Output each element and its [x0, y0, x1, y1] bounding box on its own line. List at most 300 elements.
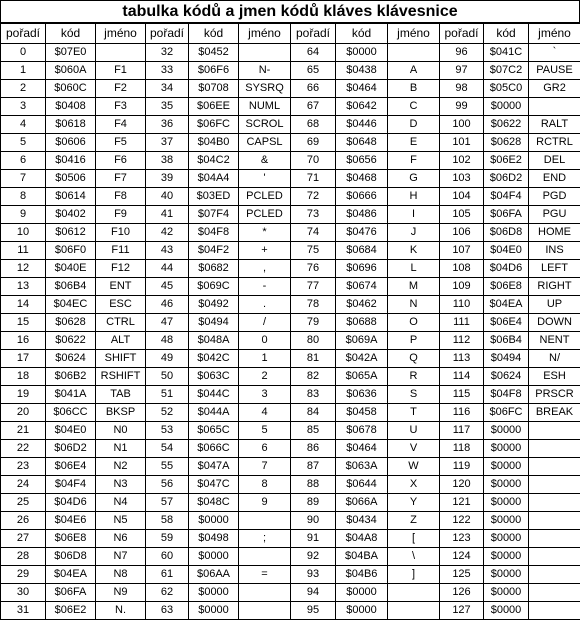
table-cell: $04D6: [46, 494, 96, 512]
header-cell: pořadí: [440, 24, 484, 44]
table-title: tabulka kódů a jmen kódů kláves klávesnice: [0, 0, 580, 23]
table-cell: 109: [440, 278, 484, 296]
table-row: [1, 566, 580, 584]
table-cell: 116: [440, 404, 484, 422]
table-cell: 71: [291, 170, 336, 188]
table-row: [1, 62, 580, 80]
table-cell: N6: [96, 530, 146, 548]
table-cell: 117: [440, 422, 484, 440]
table-cell: 42: [146, 224, 189, 242]
table-cell: $0000: [484, 98, 529, 116]
table-cell: $06CC: [46, 404, 96, 422]
table-cell: 43: [146, 242, 189, 260]
table-cell: $042A: [336, 350, 388, 368]
table-cell: N: [388, 296, 440, 314]
table-cell: $06B2: [46, 368, 96, 386]
table-cell: 108: [440, 260, 484, 278]
table-cell: $04F8: [484, 386, 529, 404]
table-cell: 98: [440, 80, 484, 98]
table-cell: $044A: [189, 404, 239, 422]
table-cell: DEL: [529, 152, 580, 170]
table-cell: $0464: [336, 440, 388, 458]
table-cell: F9: [96, 206, 146, 224]
table-cell: $04F8: [189, 224, 239, 242]
table-cell: CTRL: [96, 314, 146, 332]
header-cell: pořadí: [291, 24, 336, 44]
table-cell: $0628: [46, 314, 96, 332]
table-cell: $069C: [189, 278, 239, 296]
table-cell: 127: [440, 602, 484, 620]
table-cell: 34: [146, 80, 189, 98]
table-cell: ': [239, 170, 291, 188]
table-cell: $0000: [484, 440, 529, 458]
table-cell: $041A: [46, 386, 96, 404]
table-cell: $048A: [189, 332, 239, 350]
table-cell: $06FC: [189, 116, 239, 134]
table-cell: $0458: [336, 404, 388, 422]
table-cell: $0614: [46, 188, 96, 206]
table-cell: I: [388, 206, 440, 224]
table-cell: N0: [96, 422, 146, 440]
table-cell: F11: [96, 242, 146, 260]
table-cell: 77: [291, 278, 336, 296]
table-cell: 5: [239, 422, 291, 440]
table-cell: ALT: [96, 332, 146, 350]
table-cell: $0648: [336, 134, 388, 152]
table-cell: F2: [96, 80, 146, 98]
table-cell: $0438: [336, 62, 388, 80]
table-cell: 120: [440, 476, 484, 494]
table-cell: [529, 548, 580, 566]
table-cell: $0000: [484, 512, 529, 530]
table-row: [1, 476, 580, 494]
table-cell: [388, 602, 440, 620]
table-cell: 59: [146, 530, 189, 548]
table-cell: 56: [146, 476, 189, 494]
table-cell: PCLED: [239, 188, 291, 206]
header-cell: jméno: [529, 24, 580, 44]
table-cell: $06D2: [484, 170, 529, 188]
table-cell: 58: [146, 512, 189, 530]
table-cell: $0464: [336, 80, 388, 98]
table-cell: 15: [1, 314, 46, 332]
table-cell: 81: [291, 350, 336, 368]
table-cell: $069A: [336, 332, 388, 350]
table-cell: $06E4: [46, 458, 96, 476]
table-cell: BKSP: [96, 404, 146, 422]
table-cell: 80: [291, 332, 336, 350]
table-cell: 63: [146, 602, 189, 620]
table-cell: N3: [96, 476, 146, 494]
table-cell: 2: [239, 368, 291, 386]
table-cell: $07C2: [484, 62, 529, 80]
table-cell: $04BA: [336, 548, 388, 566]
table-cell: $06D2: [46, 440, 96, 458]
table-cell: $06E2: [484, 152, 529, 170]
table-cell: 95: [291, 602, 336, 620]
table-cell: 113: [440, 350, 484, 368]
table-cell: $066C: [189, 440, 239, 458]
table-cell: 20: [1, 404, 46, 422]
table-cell: $0000: [484, 548, 529, 566]
table-cell: 110: [440, 296, 484, 314]
table-cell: [239, 548, 291, 566]
table-cell: SCROL: [239, 116, 291, 134]
table-cell: $0000: [189, 548, 239, 566]
header-cell: jméno: [239, 24, 291, 44]
table-row: [1, 116, 580, 134]
table-cell: &: [239, 152, 291, 170]
table-cell: V: [388, 440, 440, 458]
table-cell: F10: [96, 224, 146, 242]
table-cell: P: [388, 332, 440, 350]
table-cell: 2: [1, 80, 46, 98]
table-cell: $04F2: [189, 242, 239, 260]
table-cell: 12: [1, 260, 46, 278]
table-cell: N-: [239, 62, 291, 80]
table-cell: 19: [1, 386, 46, 404]
table-cell: ESH: [529, 368, 580, 386]
table-cell: 88: [291, 476, 336, 494]
table-cell: 55: [146, 458, 189, 476]
table-row: [1, 188, 580, 206]
table-row: [1, 242, 580, 260]
table-row: [1, 278, 580, 296]
table-cell: 47: [146, 314, 189, 332]
table-cell: 111: [440, 314, 484, 332]
table-row: [1, 80, 580, 98]
table-cell: 10: [1, 224, 46, 242]
table-cell: 7: [1, 170, 46, 188]
table-cell: $06AA: [189, 566, 239, 584]
table-cell: $06E8: [484, 278, 529, 296]
table-cell: 83: [291, 386, 336, 404]
table-cell: PRSCR: [529, 386, 580, 404]
table-cell: 9: [1, 206, 46, 224]
table-cell: RSHIFT: [96, 368, 146, 386]
table-cell: *: [239, 224, 291, 242]
table-cell: $0618: [46, 116, 96, 134]
table-cell: 114: [440, 368, 484, 386]
table-cell: 5: [1, 134, 46, 152]
table-cell: $0000: [189, 512, 239, 530]
table-cell: [239, 512, 291, 530]
table-cell: $0678: [336, 422, 388, 440]
table-cell: 123: [440, 530, 484, 548]
table-cell: 112: [440, 332, 484, 350]
table-cell: F: [388, 152, 440, 170]
table-cell: $044C: [189, 386, 239, 404]
table-cell: $06FA: [46, 584, 96, 602]
table-cell: $0666: [336, 188, 388, 206]
table-cell: $0624: [46, 350, 96, 368]
table-cell: G: [388, 170, 440, 188]
table-cell: 35: [146, 98, 189, 116]
table-cell: 68: [291, 116, 336, 134]
table-cell: 6: [1, 152, 46, 170]
table-cell: $06E2: [46, 602, 96, 620]
table-cell: 82: [291, 368, 336, 386]
table-cell: PAUSE: [529, 62, 580, 80]
table-row: [1, 512, 580, 530]
table-cell: 23: [1, 458, 46, 476]
table-cell: 105: [440, 206, 484, 224]
table-cell: [239, 584, 291, 602]
header-cell: kód: [484, 24, 529, 44]
table-cell: $0624: [484, 368, 529, 386]
header-row: [1, 24, 580, 44]
table-cell: $0688: [336, 314, 388, 332]
table-cell: 4: [1, 116, 46, 134]
table-cell: 3: [1, 98, 46, 116]
table-cell: 66: [291, 80, 336, 98]
table-cell: D: [388, 116, 440, 134]
table-cell: $0696: [336, 260, 388, 278]
header-cell: pořadí: [1, 24, 46, 44]
table-cell: A: [388, 62, 440, 80]
table-cell: /: [239, 314, 291, 332]
table-cell: $047C: [189, 476, 239, 494]
table-cell: 60: [146, 548, 189, 566]
table-cell: 106: [440, 224, 484, 242]
table-cell: $0000: [336, 602, 388, 620]
table-row: [1, 494, 580, 512]
table-row: [1, 548, 580, 566]
table-cell: $06D8: [484, 224, 529, 242]
table-cell: Z: [388, 512, 440, 530]
table-cell: $0636: [336, 386, 388, 404]
table-row: [1, 134, 580, 152]
key-code-table: [0, 23, 580, 620]
table-cell: INS: [529, 242, 580, 260]
table-cell: 89: [291, 494, 336, 512]
table-cell: 3: [239, 386, 291, 404]
table-cell: K: [388, 242, 440, 260]
table-cell: X: [388, 476, 440, 494]
table-cell: [529, 584, 580, 602]
table-cell: 100: [440, 116, 484, 134]
table-cell: $06EE: [189, 98, 239, 116]
table-cell: $06F0: [46, 242, 96, 260]
table-cell: 119: [440, 458, 484, 476]
table-row: [1, 152, 580, 170]
table-cell: $06FC: [484, 404, 529, 422]
table-cell: N.: [96, 602, 146, 620]
table-cell: 87: [291, 458, 336, 476]
table-cell: $0506: [46, 170, 96, 188]
table-cell: 0: [239, 332, 291, 350]
table-row: [1, 224, 580, 242]
table-cell: $0446: [336, 116, 388, 134]
table-cell: $0642: [336, 98, 388, 116]
table-cell: N9: [96, 584, 146, 602]
table-cell: $0622: [46, 332, 96, 350]
table-cell: PGU: [529, 206, 580, 224]
table-row: [1, 314, 580, 332]
table-cell: ;: [239, 530, 291, 548]
header-cell: kód: [46, 24, 96, 44]
table-cell: $0000: [484, 530, 529, 548]
table-cell: $0452: [189, 44, 239, 62]
table-cell: RALT: [529, 116, 580, 134]
table-cell: O: [388, 314, 440, 332]
table-cell: 126: [440, 584, 484, 602]
table-cell: Q: [388, 350, 440, 368]
table-cell: $0000: [336, 584, 388, 602]
table-cell: $04D6: [484, 260, 529, 278]
table-row: [1, 332, 580, 350]
table-cell: $04EC: [46, 296, 96, 314]
table-cell: 86: [291, 440, 336, 458]
table-cell: .: [239, 296, 291, 314]
table-cell: 54: [146, 440, 189, 458]
table-cell: 28: [1, 548, 46, 566]
table-cell: 115: [440, 386, 484, 404]
table-cell: N5: [96, 512, 146, 530]
table-cell: $0000: [484, 458, 529, 476]
table-cell: LEFT: [529, 260, 580, 278]
table-cell: 57: [146, 494, 189, 512]
table-cell: F5: [96, 134, 146, 152]
header-cell: kód: [336, 24, 388, 44]
table-cell: [529, 422, 580, 440]
table-cell: N7: [96, 548, 146, 566]
table-cell: $0402: [46, 206, 96, 224]
table-cell: 50: [146, 368, 189, 386]
table-cell: $040E: [46, 260, 96, 278]
table-cell: 13: [1, 278, 46, 296]
table-cell: 4: [239, 404, 291, 422]
table-cell: $0494: [484, 350, 529, 368]
table-cell: $066A: [336, 494, 388, 512]
table-cell: 70: [291, 152, 336, 170]
table-cell: $04E0: [46, 422, 96, 440]
table-cell: $04E0: [484, 242, 529, 260]
table-cell: $0000: [484, 602, 529, 620]
table-cell: 93: [291, 566, 336, 584]
table-cell: $063A: [336, 458, 388, 476]
table-cell: -: [239, 278, 291, 296]
table-cell: 122: [440, 512, 484, 530]
table-cell: END: [529, 170, 580, 188]
table-cell: B: [388, 80, 440, 98]
table-cell: 37: [146, 134, 189, 152]
table-cell: $0498: [189, 530, 239, 548]
table-row: [1, 530, 580, 548]
table-cell: 7: [239, 458, 291, 476]
table-cell: $0000: [484, 584, 529, 602]
table-cell: $0486: [336, 206, 388, 224]
table-cell: 75: [291, 242, 336, 260]
table-cell: NUML: [239, 98, 291, 116]
table-cell: 30: [1, 584, 46, 602]
table-cell: 84: [291, 404, 336, 422]
table-cell: 125: [440, 566, 484, 584]
table-cell: $0674: [336, 278, 388, 296]
table-cell: 36: [146, 116, 189, 134]
table-cell: T: [388, 404, 440, 422]
table-cell: \: [388, 548, 440, 566]
table-cell: $0000: [484, 422, 529, 440]
table-cell: 65: [291, 62, 336, 80]
table-row: [1, 584, 580, 602]
table-cell: 102: [440, 152, 484, 170]
table-cell: +: [239, 242, 291, 260]
table-cell: 8: [239, 476, 291, 494]
table-cell: HOME: [529, 224, 580, 242]
table-cell: $0494: [189, 314, 239, 332]
table-cell: 104: [440, 188, 484, 206]
table-cell: $0416: [46, 152, 96, 170]
table-cell: 31: [1, 602, 46, 620]
table-cell: $04EA: [46, 566, 96, 584]
table-cell: [529, 98, 580, 116]
table-cell: N2: [96, 458, 146, 476]
table-cell: $0612: [46, 224, 96, 242]
table-cell: $0434: [336, 512, 388, 530]
table-cell: 1: [1, 62, 46, 80]
table-cell: $063C: [189, 368, 239, 386]
table-cell: 61: [146, 566, 189, 584]
table-cell: $0000: [484, 494, 529, 512]
table-cell: F8: [96, 188, 146, 206]
table-cell: L: [388, 260, 440, 278]
table-cell: 11: [1, 242, 46, 260]
table-cell: $04A8: [336, 530, 388, 548]
table-row: [1, 170, 580, 188]
table-cell: $0000: [484, 476, 529, 494]
table-cell: [388, 584, 440, 602]
table-row: [1, 602, 580, 620]
table-cell: $0462: [336, 296, 388, 314]
table-cell: $0000: [189, 584, 239, 602]
table-cell: =: [239, 566, 291, 584]
table-cell: E: [388, 134, 440, 152]
table-cell: 18: [1, 368, 46, 386]
table-cell: 101: [440, 134, 484, 152]
table-row: [1, 44, 580, 62]
table-row: [1, 458, 580, 476]
table-cell: 38: [146, 152, 189, 170]
table-cell: $0408: [46, 98, 96, 116]
table-cell: F12: [96, 260, 146, 278]
table-cell: PGD: [529, 188, 580, 206]
table-cell: $06B4: [46, 278, 96, 296]
table-cell: C: [388, 98, 440, 116]
table-cell: 107: [440, 242, 484, 260]
table-cell: 32: [146, 44, 189, 62]
table-cell: 64: [291, 44, 336, 62]
table-cell: F6: [96, 152, 146, 170]
table-row: [1, 98, 580, 116]
table-cell: $04A4: [189, 170, 239, 188]
table-cell: [529, 530, 580, 548]
table-cell: $07E0: [46, 44, 96, 62]
table-cell: $06E8: [46, 530, 96, 548]
table-cell: $06E4: [484, 314, 529, 332]
table-cell: 121: [440, 494, 484, 512]
table-cell: 72: [291, 188, 336, 206]
table-cell: $06FA: [484, 206, 529, 224]
table-cell: $0000: [484, 566, 529, 584]
table-cell: 29: [1, 566, 46, 584]
table-cell: $0622: [484, 116, 529, 134]
table-cell: [529, 476, 580, 494]
table-row: [1, 260, 580, 278]
table-row: [1, 440, 580, 458]
table-cell: $0644: [336, 476, 388, 494]
table-cell: $0468: [336, 170, 388, 188]
